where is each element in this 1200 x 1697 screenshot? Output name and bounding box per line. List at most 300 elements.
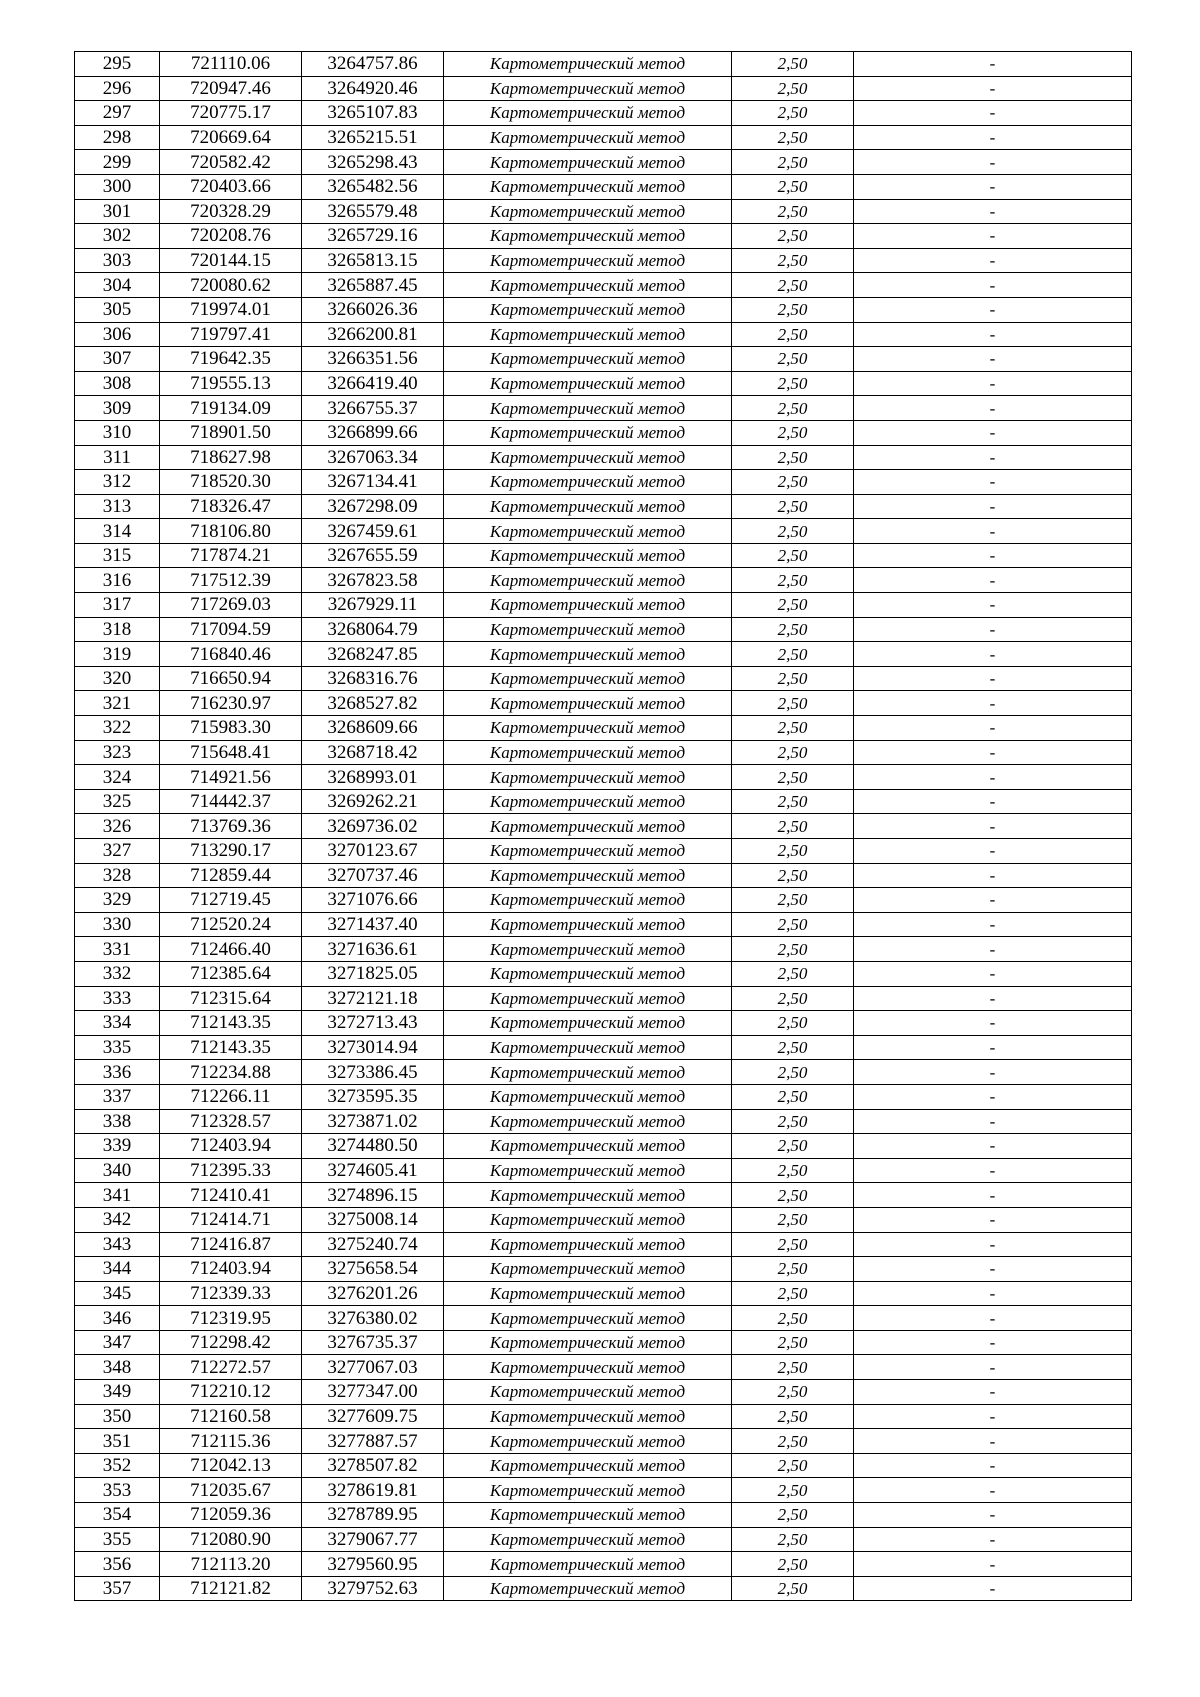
y-coordinate-cell: 3276735.37 xyxy=(302,1330,444,1355)
point-number-cell: 334 xyxy=(75,1011,160,1036)
method-cell: Картометрический метод xyxy=(444,666,732,691)
accuracy-cell: 2,50 xyxy=(732,789,854,814)
note-cell: - xyxy=(854,273,1132,298)
accuracy-cell: 2,50 xyxy=(732,248,854,273)
table-row xyxy=(75,420,1132,445)
y-coordinate-cell: 3272713.43 xyxy=(302,1011,444,1036)
x-coordinate-cell: 712319.95 xyxy=(160,1306,302,1331)
x-coordinate-cell: 713290.17 xyxy=(160,839,302,864)
coordinates-table-body xyxy=(75,52,1132,1601)
table-row xyxy=(75,1503,1132,1528)
accuracy-cell: 2,50 xyxy=(732,593,854,618)
table-row xyxy=(75,125,1132,150)
method-cell: Картометрический метод xyxy=(444,789,732,814)
note-cell: - xyxy=(854,814,1132,839)
y-coordinate-cell: 3265729.16 xyxy=(302,224,444,249)
accuracy-cell: 2,50 xyxy=(732,1183,854,1208)
x-coordinate-cell: 712328.57 xyxy=(160,1109,302,1134)
table-row xyxy=(75,617,1132,642)
point-number-cell: 320 xyxy=(75,666,160,691)
accuracy-cell: 2,50 xyxy=(732,199,854,224)
x-coordinate-cell: 712210.12 xyxy=(160,1380,302,1405)
table-row xyxy=(75,789,1132,814)
y-coordinate-cell: 3273386.45 xyxy=(302,1060,444,1085)
x-coordinate-cell: 712416.87 xyxy=(160,1232,302,1257)
note-cell: - xyxy=(854,1035,1132,1060)
note-cell: - xyxy=(854,1552,1132,1577)
point-number-cell: 332 xyxy=(75,961,160,986)
note-cell: - xyxy=(854,593,1132,618)
note-cell: - xyxy=(854,1158,1132,1183)
point-number-cell: 305 xyxy=(75,297,160,322)
y-coordinate-cell: 3275240.74 xyxy=(302,1232,444,1257)
note-cell: - xyxy=(854,494,1132,519)
note-cell: - xyxy=(854,322,1132,347)
table-row xyxy=(75,519,1132,544)
method-cell: Картометрический метод xyxy=(444,396,732,421)
point-number-cell: 298 xyxy=(75,125,160,150)
method-cell: Картометрический метод xyxy=(444,814,732,839)
point-number-cell: 338 xyxy=(75,1109,160,1134)
x-coordinate-cell: 720775.17 xyxy=(160,101,302,126)
table-row xyxy=(75,888,1132,913)
accuracy-cell: 2,50 xyxy=(732,174,854,199)
point-number-cell: 311 xyxy=(75,445,160,470)
note-cell: - xyxy=(854,961,1132,986)
accuracy-cell: 2,50 xyxy=(732,986,854,1011)
table-row xyxy=(75,371,1132,396)
y-coordinate-cell: 3279560.95 xyxy=(302,1552,444,1577)
x-coordinate-cell: 719974.01 xyxy=(160,297,302,322)
y-coordinate-cell: 3271636.61 xyxy=(302,937,444,962)
point-number-cell: 330 xyxy=(75,912,160,937)
method-cell: Картометрический метод xyxy=(444,642,732,667)
accuracy-cell: 2,50 xyxy=(732,863,854,888)
accuracy-cell: 2,50 xyxy=(732,642,854,667)
method-cell: Картометрический метод xyxy=(444,593,732,618)
table-row xyxy=(75,1134,1132,1159)
point-number-cell: 316 xyxy=(75,568,160,593)
x-coordinate-cell: 712315.64 xyxy=(160,986,302,1011)
method-cell: Картометрический метод xyxy=(444,322,732,347)
x-coordinate-cell: 712339.33 xyxy=(160,1281,302,1306)
accuracy-cell: 2,50 xyxy=(732,1011,854,1036)
point-number-cell: 357 xyxy=(75,1576,160,1601)
method-cell: Картометрический метод xyxy=(444,199,732,224)
note-cell: - xyxy=(854,691,1132,716)
note-cell: - xyxy=(854,150,1132,175)
accuracy-cell: 2,50 xyxy=(732,1158,854,1183)
method-cell: Картометрический метод xyxy=(444,101,732,126)
point-number-cell: 355 xyxy=(75,1527,160,1552)
y-coordinate-cell: 3274896.15 xyxy=(302,1183,444,1208)
method-cell: Картометрический метод xyxy=(444,986,732,1011)
method-cell: Картометрический метод xyxy=(444,1330,732,1355)
point-number-cell: 348 xyxy=(75,1355,160,1380)
table-row xyxy=(75,1576,1132,1601)
y-coordinate-cell: 3266026.36 xyxy=(302,297,444,322)
table-row xyxy=(75,839,1132,864)
accuracy-cell: 2,50 xyxy=(732,52,854,77)
y-coordinate-cell: 3268247.85 xyxy=(302,642,444,667)
accuracy-cell: 2,50 xyxy=(732,445,854,470)
y-coordinate-cell: 3277887.57 xyxy=(302,1429,444,1454)
point-number-cell: 340 xyxy=(75,1158,160,1183)
point-number-cell: 343 xyxy=(75,1232,160,1257)
point-number-cell: 318 xyxy=(75,617,160,642)
y-coordinate-cell: 3279752.63 xyxy=(302,1576,444,1601)
point-number-cell: 306 xyxy=(75,322,160,347)
method-cell: Картометрический метод xyxy=(444,76,732,101)
method-cell: Картометрический метод xyxy=(444,52,732,77)
y-coordinate-cell: 3267459.61 xyxy=(302,519,444,544)
table-row xyxy=(75,986,1132,1011)
table-row xyxy=(75,1429,1132,1454)
x-coordinate-cell: 712113.20 xyxy=(160,1552,302,1577)
table-row xyxy=(75,101,1132,126)
note-cell: - xyxy=(854,199,1132,224)
method-cell: Картометрический метод xyxy=(444,1478,732,1503)
method-cell: Картометрический метод xyxy=(444,617,732,642)
method-cell: Картометрический метод xyxy=(444,273,732,298)
x-coordinate-cell: 717874.21 xyxy=(160,543,302,568)
y-coordinate-cell: 3267298.09 xyxy=(302,494,444,519)
y-coordinate-cell: 3269736.02 xyxy=(302,814,444,839)
x-coordinate-cell: 715983.30 xyxy=(160,716,302,741)
point-number-cell: 308 xyxy=(75,371,160,396)
point-number-cell: 317 xyxy=(75,593,160,618)
note-cell: - xyxy=(854,1232,1132,1257)
y-coordinate-cell: 3275008.14 xyxy=(302,1207,444,1232)
y-coordinate-cell: 3265215.51 xyxy=(302,125,444,150)
accuracy-cell: 2,50 xyxy=(732,1281,854,1306)
point-number-cell: 344 xyxy=(75,1257,160,1282)
table-row xyxy=(75,1552,1132,1577)
method-cell: Картометрический метод xyxy=(444,347,732,372)
x-coordinate-cell: 712414.71 xyxy=(160,1207,302,1232)
accuracy-cell: 2,50 xyxy=(732,150,854,175)
note-cell: - xyxy=(854,519,1132,544)
x-coordinate-cell: 718901.50 xyxy=(160,420,302,445)
point-number-cell: 295 xyxy=(75,52,160,77)
note-cell: - xyxy=(854,789,1132,814)
x-coordinate-cell: 721110.06 xyxy=(160,52,302,77)
method-cell: Картометрический метод xyxy=(444,1380,732,1405)
x-coordinate-cell: 720080.62 xyxy=(160,273,302,298)
x-coordinate-cell: 712121.82 xyxy=(160,1576,302,1601)
accuracy-cell: 2,50 xyxy=(732,1355,854,1380)
accuracy-cell: 2,50 xyxy=(732,691,854,716)
x-coordinate-cell: 717094.59 xyxy=(160,617,302,642)
x-coordinate-cell: 720144.15 xyxy=(160,248,302,273)
method-cell: Картометрический метод xyxy=(444,248,732,273)
accuracy-cell: 2,50 xyxy=(732,716,854,741)
note-cell: - xyxy=(854,1207,1132,1232)
y-coordinate-cell: 3273014.94 xyxy=(302,1035,444,1060)
table-row xyxy=(75,273,1132,298)
method-cell: Картометрический метод xyxy=(444,691,732,716)
point-number-cell: 327 xyxy=(75,839,160,864)
method-cell: Картометрический метод xyxy=(444,371,732,396)
note-cell: - xyxy=(854,1330,1132,1355)
method-cell: Картометрический метод xyxy=(444,494,732,519)
x-coordinate-cell: 720403.66 xyxy=(160,174,302,199)
x-coordinate-cell: 716650.94 xyxy=(160,666,302,691)
y-coordinate-cell: 3277609.75 xyxy=(302,1404,444,1429)
point-number-cell: 307 xyxy=(75,347,160,372)
point-number-cell: 323 xyxy=(75,740,160,765)
y-coordinate-cell: 3278507.82 xyxy=(302,1453,444,1478)
accuracy-cell: 2,50 xyxy=(732,297,854,322)
point-number-cell: 354 xyxy=(75,1503,160,1528)
method-cell: Картометрический метод xyxy=(444,1084,732,1109)
accuracy-cell: 2,50 xyxy=(732,666,854,691)
point-number-cell: 356 xyxy=(75,1552,160,1577)
point-number-cell: 349 xyxy=(75,1380,160,1405)
y-coordinate-cell: 3276201.26 xyxy=(302,1281,444,1306)
x-coordinate-cell: 720208.76 xyxy=(160,224,302,249)
accuracy-cell: 2,50 xyxy=(732,273,854,298)
note-cell: - xyxy=(854,1527,1132,1552)
method-cell: Картометрический метод xyxy=(444,1257,732,1282)
method-cell: Картометрический метод xyxy=(444,1060,732,1085)
accuracy-cell: 2,50 xyxy=(732,1404,854,1429)
table-row xyxy=(75,1084,1132,1109)
table-row xyxy=(75,199,1132,224)
table-row xyxy=(75,863,1132,888)
x-coordinate-cell: 712234.88 xyxy=(160,1060,302,1085)
x-coordinate-cell: 712080.90 xyxy=(160,1527,302,1552)
y-coordinate-cell: 3278619.81 xyxy=(302,1478,444,1503)
point-number-cell: 301 xyxy=(75,199,160,224)
x-coordinate-cell: 712272.57 xyxy=(160,1355,302,1380)
note-cell: - xyxy=(854,765,1132,790)
method-cell: Картометрический метод xyxy=(444,297,732,322)
table-row xyxy=(75,494,1132,519)
accuracy-cell: 2,50 xyxy=(732,1478,854,1503)
point-number-cell: 322 xyxy=(75,716,160,741)
note-cell: - xyxy=(854,1084,1132,1109)
note-cell: - xyxy=(854,1503,1132,1528)
x-coordinate-cell: 718520.30 xyxy=(160,470,302,495)
table-row xyxy=(75,224,1132,249)
table-row xyxy=(75,470,1132,495)
table-row xyxy=(75,912,1132,937)
table-row xyxy=(75,347,1132,372)
point-number-cell: 333 xyxy=(75,986,160,1011)
table-row xyxy=(75,248,1132,273)
table-row xyxy=(75,568,1132,593)
note-cell: - xyxy=(854,52,1132,77)
point-number-cell: 352 xyxy=(75,1453,160,1478)
point-number-cell: 329 xyxy=(75,888,160,913)
x-coordinate-cell: 712410.41 xyxy=(160,1183,302,1208)
note-cell: - xyxy=(854,617,1132,642)
y-coordinate-cell: 3265887.45 xyxy=(302,273,444,298)
y-coordinate-cell: 3266351.56 xyxy=(302,347,444,372)
y-coordinate-cell: 3266899.66 xyxy=(302,420,444,445)
table-row xyxy=(75,396,1132,421)
accuracy-cell: 2,50 xyxy=(732,937,854,962)
x-coordinate-cell: 712160.58 xyxy=(160,1404,302,1429)
table-row xyxy=(75,1453,1132,1478)
note-cell: - xyxy=(854,1011,1132,1036)
table-row xyxy=(75,150,1132,175)
y-coordinate-cell: 3270123.67 xyxy=(302,839,444,864)
x-coordinate-cell: 716840.46 xyxy=(160,642,302,667)
y-coordinate-cell: 3265579.48 xyxy=(302,199,444,224)
table-row xyxy=(75,1257,1132,1282)
table-row xyxy=(75,1183,1132,1208)
method-cell: Картометрический метод xyxy=(444,1404,732,1429)
table-row xyxy=(75,1035,1132,1060)
table-row xyxy=(75,1306,1132,1331)
table-row xyxy=(75,961,1132,986)
note-cell: - xyxy=(854,125,1132,150)
y-coordinate-cell: 3266200.81 xyxy=(302,322,444,347)
note-cell: - xyxy=(854,1109,1132,1134)
point-number-cell: 325 xyxy=(75,789,160,814)
note-cell: - xyxy=(854,568,1132,593)
x-coordinate-cell: 712403.94 xyxy=(160,1134,302,1159)
note-cell: - xyxy=(854,174,1132,199)
accuracy-cell: 2,50 xyxy=(732,1232,854,1257)
note-cell: - xyxy=(854,937,1132,962)
method-cell: Картометрический метод xyxy=(444,1576,732,1601)
method-cell: Картометрический метод xyxy=(444,174,732,199)
table-row xyxy=(75,445,1132,470)
table-row xyxy=(75,1158,1132,1183)
point-number-cell: 310 xyxy=(75,420,160,445)
table-row xyxy=(75,543,1132,568)
accuracy-cell: 2,50 xyxy=(732,1380,854,1405)
note-cell: - xyxy=(854,1380,1132,1405)
method-cell: Картометрический метод xyxy=(444,519,732,544)
method-cell: Картометрический метод xyxy=(444,1281,732,1306)
method-cell: Картометрический метод xyxy=(444,1503,732,1528)
y-coordinate-cell: 3268718.42 xyxy=(302,740,444,765)
point-number-cell: 346 xyxy=(75,1306,160,1331)
note-cell: - xyxy=(854,1404,1132,1429)
x-coordinate-cell: 714442.37 xyxy=(160,789,302,814)
note-cell: - xyxy=(854,371,1132,396)
method-cell: Картометрический метод xyxy=(444,961,732,986)
y-coordinate-cell: 3272121.18 xyxy=(302,986,444,1011)
accuracy-cell: 2,50 xyxy=(732,961,854,986)
accuracy-cell: 2,50 xyxy=(732,347,854,372)
point-number-cell: 297 xyxy=(75,101,160,126)
y-coordinate-cell: 3266755.37 xyxy=(302,396,444,421)
x-coordinate-cell: 712520.24 xyxy=(160,912,302,937)
point-number-cell: 351 xyxy=(75,1429,160,1454)
method-cell: Картометрический метод xyxy=(444,1527,732,1552)
note-cell: - xyxy=(854,396,1132,421)
y-coordinate-cell: 3278789.95 xyxy=(302,1503,444,1528)
accuracy-cell: 2,50 xyxy=(732,420,854,445)
y-coordinate-cell: 3273595.35 xyxy=(302,1084,444,1109)
point-number-cell: 341 xyxy=(75,1183,160,1208)
note-cell: - xyxy=(854,863,1132,888)
method-cell: Картометрический метод xyxy=(444,1453,732,1478)
table-row xyxy=(75,1232,1132,1257)
accuracy-cell: 2,50 xyxy=(732,1060,854,1085)
method-cell: Картометрический метод xyxy=(444,863,732,888)
method-cell: Картометрический метод xyxy=(444,839,732,864)
method-cell: Картометрический метод xyxy=(444,1306,732,1331)
y-coordinate-cell: 3276380.02 xyxy=(302,1306,444,1331)
point-number-cell: 321 xyxy=(75,691,160,716)
accuracy-cell: 2,50 xyxy=(732,543,854,568)
x-coordinate-cell: 720669.64 xyxy=(160,125,302,150)
accuracy-cell: 2,50 xyxy=(732,396,854,421)
method-cell: Картометрический метод xyxy=(444,912,732,937)
y-coordinate-cell: 3267655.59 xyxy=(302,543,444,568)
y-coordinate-cell: 3268064.79 xyxy=(302,617,444,642)
method-cell: Картометрический метод xyxy=(444,765,732,790)
note-cell: - xyxy=(854,666,1132,691)
method-cell: Картометрический метод xyxy=(444,1011,732,1036)
method-cell: Картометрический метод xyxy=(444,1109,732,1134)
x-coordinate-cell: 713769.36 xyxy=(160,814,302,839)
point-number-cell: 339 xyxy=(75,1134,160,1159)
table-row xyxy=(75,1281,1132,1306)
y-coordinate-cell: 3268316.76 xyxy=(302,666,444,691)
table-row xyxy=(75,691,1132,716)
table-row xyxy=(75,814,1132,839)
y-coordinate-cell: 3271076.66 xyxy=(302,888,444,913)
x-coordinate-cell: 712266.11 xyxy=(160,1084,302,1109)
accuracy-cell: 2,50 xyxy=(732,1429,854,1454)
method-cell: Картометрический метод xyxy=(444,1183,732,1208)
accuracy-cell: 2,50 xyxy=(732,1453,854,1478)
point-number-cell: 315 xyxy=(75,543,160,568)
accuracy-cell: 2,50 xyxy=(732,224,854,249)
method-cell: Картометрический метод xyxy=(444,224,732,249)
table-row xyxy=(75,593,1132,618)
point-number-cell: 337 xyxy=(75,1084,160,1109)
note-cell: - xyxy=(854,1576,1132,1601)
table-row xyxy=(75,297,1132,322)
x-coordinate-cell: 712298.42 xyxy=(160,1330,302,1355)
y-coordinate-cell: 3265298.43 xyxy=(302,150,444,175)
point-number-cell: 324 xyxy=(75,765,160,790)
x-coordinate-cell: 720947.46 xyxy=(160,76,302,101)
note-cell: - xyxy=(854,1134,1132,1159)
y-coordinate-cell: 3267063.34 xyxy=(302,445,444,470)
point-number-cell: 296 xyxy=(75,76,160,101)
point-number-cell: 300 xyxy=(75,174,160,199)
x-coordinate-cell: 718627.98 xyxy=(160,445,302,470)
y-coordinate-cell: 3271825.05 xyxy=(302,961,444,986)
note-cell: - xyxy=(854,445,1132,470)
method-cell: Картометрический метод xyxy=(444,420,732,445)
y-coordinate-cell: 3274480.50 xyxy=(302,1134,444,1159)
note-cell: - xyxy=(854,740,1132,765)
note-cell: - xyxy=(854,839,1132,864)
note-cell: - xyxy=(854,888,1132,913)
note-cell: - xyxy=(854,543,1132,568)
table-row xyxy=(75,716,1132,741)
x-coordinate-cell: 720582.42 xyxy=(160,150,302,175)
point-number-cell: 350 xyxy=(75,1404,160,1429)
method-cell: Картометрический метод xyxy=(444,888,732,913)
y-coordinate-cell: 3264757.86 xyxy=(302,52,444,77)
y-coordinate-cell: 3269262.21 xyxy=(302,789,444,814)
accuracy-cell: 2,50 xyxy=(732,125,854,150)
y-coordinate-cell: 3273871.02 xyxy=(302,1109,444,1134)
accuracy-cell: 2,50 xyxy=(732,322,854,347)
method-cell: Картометрический метод xyxy=(444,1134,732,1159)
